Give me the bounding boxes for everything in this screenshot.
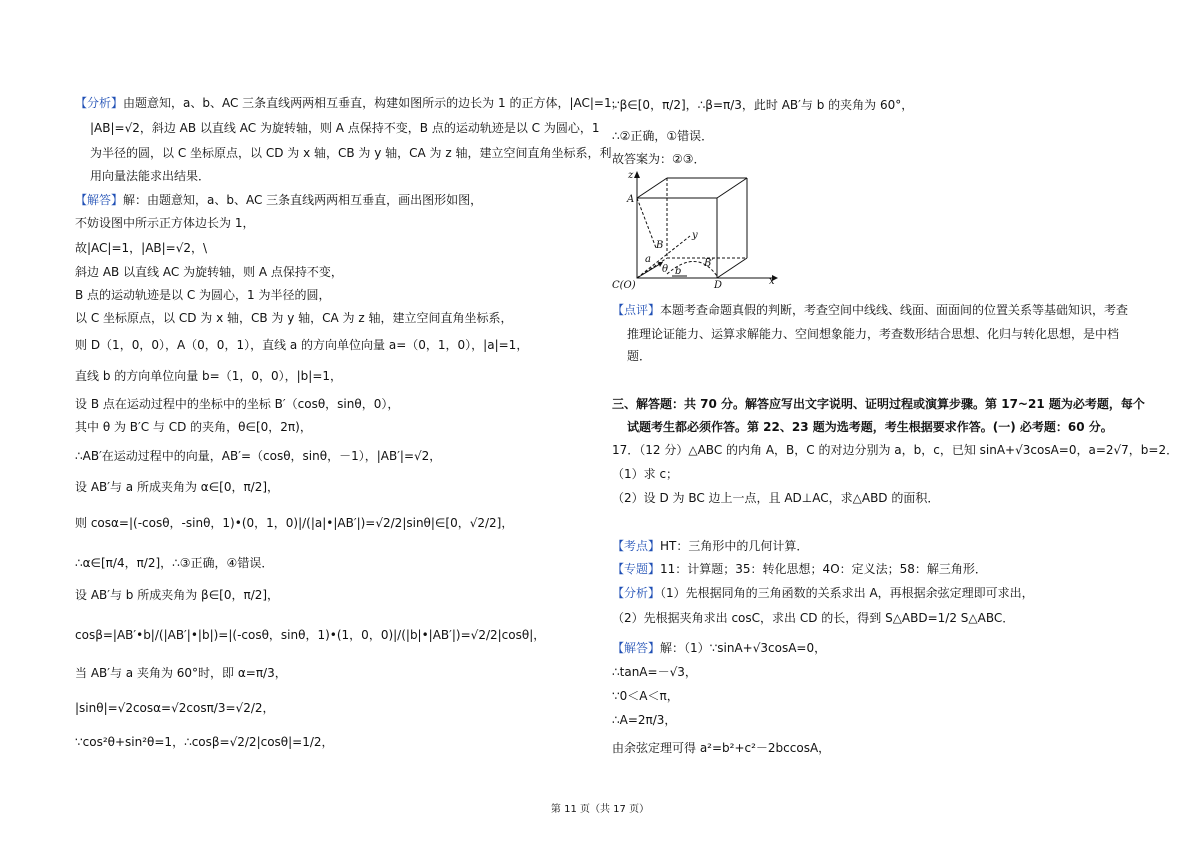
solution-line-6: 以 C 坐标原点，以 CD 为 x 轴，CB 为 y 轴，CA 为 z 轴，建立空间直角坐标系， — [75, 311, 513, 325]
solution-line-3: 故|AC|=1，|AB|=√2，\ — [75, 241, 208, 255]
kaodian-line: 【考点】HT：三角形中的几何计算． — [612, 539, 809, 553]
section-heading-2: 试题考生都必须作答。第 22、23 题为选考题，考生根据要求作答。(一) 必考题：60 分。 — [627, 420, 1113, 434]
jieda-line-2: ∴tanA=－√3， — [612, 665, 697, 679]
problem-17-part2: （2）设 D 为 BC 边上一点，且 AD⊥AC，求△ABD 的面积． — [612, 491, 940, 505]
fenxi-line-1: 【分析】（1）先根据同角的三角函数的关系求出 A，再根据余弦定理即可求出， — [612, 586, 1034, 600]
solution-line-10: 其中 θ 为 B′C 与 CD 的夹角，θ∈[0，2π)， — [75, 420, 312, 434]
comment-line-3: 题． — [627, 349, 652, 363]
analysis-line-4: 用向量法能求出结果． — [90, 169, 211, 183]
comment-line-2: 推理论证能力、运算求解能力、空间想象能力，考查数形结合思想、化归与转化思想，是中档 — [627, 327, 1120, 341]
zhuanti-line: 【专题】11：计算题；35：转化思想；4O：定义法；58：解三角形． — [612, 562, 987, 576]
label-CO: C(O) — [612, 280, 636, 291]
comment-line-1: 【点评】本题考查命题真假的判断，考查空间中线线、线面、面面间的位置关系等基础知识，考查 — [612, 303, 1129, 317]
problem-17-stem: 17．（12 分）△ABC 的内角 A，B，C 的对边分别为 a，b，c，已知 sinA+√3cosA=0，a=2√7，b=2． — [612, 443, 1179, 457]
analysis-line-2: |AB|=√2，斜边 AB 以直线 AC 为旋转轴，则 A 点保持不变，B 点的运动轨迹是以 C 为圆心，1 — [90, 121, 600, 135]
solution-line-17: 当 AB′与 a 夹角为 60°时，即 α=π/3， — [75, 666, 287, 680]
solution-line-18: |sinθ|=√2cosα=√2cosπ/3=√2/2， — [75, 701, 275, 715]
jieda-line-4: ∴A=2π/3， — [612, 713, 677, 727]
solution-line-19: ∵cos²θ+sin²θ=1，∴cosβ=√2/2|cosθ|=1/2， — [75, 735, 334, 749]
label-A: A — [627, 194, 635, 205]
analysis-line-1: 【分析】由题意知，a、b、AC 三条直线两两相互垂直，构建如图所示的边长为 1 的正方体，|AC|=1， — [75, 96, 624, 110]
label-y: y — [692, 230, 698, 241]
problem-17-part1: （1）求 c； — [612, 467, 679, 481]
label-b: b — [675, 266, 682, 277]
right-line-2: ∴②正确，①错误． — [612, 129, 714, 143]
solution-line-1: 【解答】解：由题意知，a、b、AC 三条直线两两相互垂直，画出图形如图， — [75, 193, 483, 207]
solution-line-13: 则 cosα=|(-cosθ，-sinθ，1)•(0，1，0)|/(|a|•|AB′|)=√2/2|sinθ|∈[0，√2/2]， — [75, 516, 514, 530]
solution-line-15: 设 AB′与 b 所成夹角为 β∈[0，π/2]， — [75, 588, 280, 602]
right-line-3: 故答案为：②③． — [612, 152, 706, 166]
solution-line-4: 斜边 AB 以直线 AC 为旋转轴，则 A 点保持不变， — [75, 265, 343, 279]
solution-line-7: 则 D（1，0，0），A（0，0，1），直线 a 的方向单位向量 a=（0，1，0），|a|=1， — [75, 338, 529, 352]
jieda-line-1: 【解答】解：（1）∵sinA+√3cosA=0， — [612, 641, 827, 655]
solution-line-8: 直线 b 的方向单位向量 b=（1，0，0），|b|=1， — [75, 369, 343, 383]
solution-line-5: B 点的运动轨迹是以 C 为圆心，1 为半径的圆， — [75, 288, 331, 302]
label-theta: θ — [662, 264, 669, 275]
cube-figure — [612, 168, 782, 293]
right-line-1: ∵β∈[0，π/2]，∴β=π/3，此时 AB′与 b 的夹角为 60°， — [612, 98, 914, 112]
section-heading-1: 三、解答题：共 70 分。解答应写出文字说明、证明过程或演算步骤。第 17~21 题为必考题，每个 — [612, 397, 1145, 411]
solution-line-16: cosβ=|AB′•b|/(|AB′|•|b|)=|(-cosθ，sinθ，1)•(1，0，0)|/(|b|•|AB′|)=√2/2|cosθ|， — [75, 628, 546, 642]
solution-line-2: 不妨设图中所示正方体边长为 1， — [75, 216, 255, 230]
jieda-line-5: 由余弦定理可得 a²=b²+c²－2bccosA， — [612, 741, 831, 755]
solution-line-9: 设 B 点在运动过程中的坐标中的坐标 B′（cosθ，sinθ，0）， — [75, 397, 400, 411]
solution-line-11: ∴AB′在运动过程中的向量，AB′=（cosθ，sinθ，－1），|AB′|=√2， — [75, 449, 442, 463]
page-footer: 第 11 页（共 17 页） — [550, 804, 650, 815]
label-D: D — [714, 280, 723, 291]
solution-line-12: 设 AB′与 a 所成夹角为 α∈[0，π/2]， — [75, 480, 280, 494]
label-x: x — [769, 276, 775, 287]
label-B-prime: B′ — [704, 258, 714, 269]
label-z: z — [628, 170, 634, 181]
label-B: B — [656, 240, 664, 251]
solution-line-14: ∴α∈[π/4，π/2]，∴③正确，④错误． — [75, 556, 274, 570]
label-a: a — [645, 254, 651, 265]
jieda-line-3: ∵0＜A＜π， — [612, 689, 679, 703]
fenxi-line-2: （2）先根据夹角求出 cosC，求出 CD 的长，得到 S△ABD=1/2 S△ABC． — [612, 611, 1015, 625]
analysis-line-3: 为半径的圆，以 C 坐标原点，以 CD 为 x 轴，CB 为 y 轴，CA 为 z 轴，建立空间直角坐标系，利 — [90, 146, 612, 160]
